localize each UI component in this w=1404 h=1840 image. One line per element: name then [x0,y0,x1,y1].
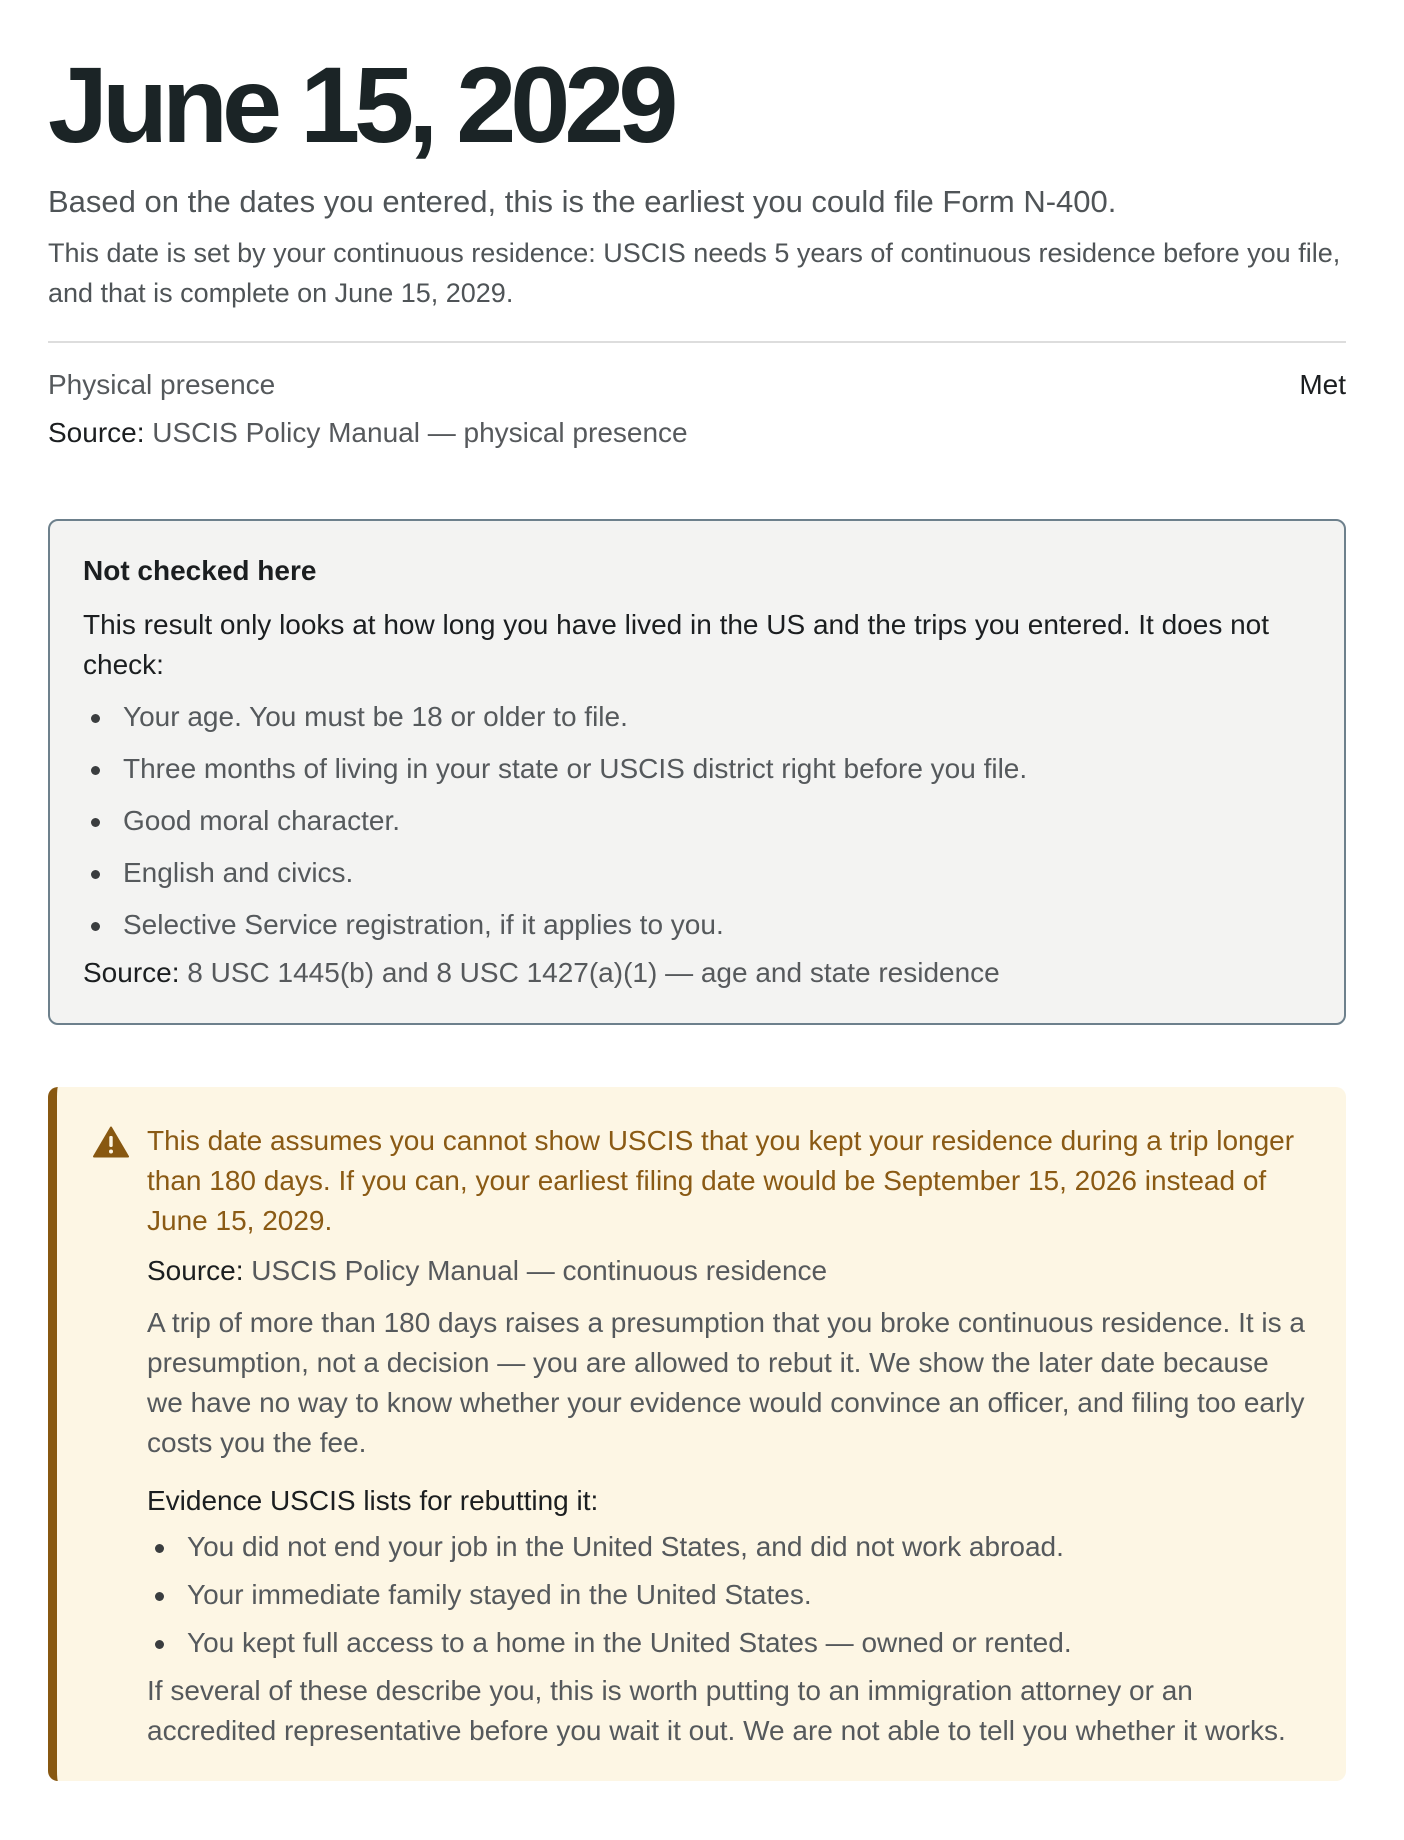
list-item: Your immediate family stayed in the United States. [147,1575,1306,1615]
result-explanation: This date is set by your continuous residence: USCIS needs 5 years of continuous residence before you file, and that is complete on June 15, 2029. [48,238,1341,308]
source-prefix: Source: [48,417,145,448]
not-checked-panel [48,519,1346,1025]
not-checked-title: Not checked here [83,555,317,586]
physical-presence-status: Met [1299,369,1346,400]
source-prefix: Source: [147,1255,244,1286]
source-prefix: Source: [83,957,180,988]
evidence-title: Evidence USCIS lists for rebutting it: [147,1485,599,1516]
source-text: USCIS Policy Manual — continuous residence [251,1255,828,1286]
not-checked-intro: This result only looks at how long you have lived in the US and the trips you entered. It does not check: [83,609,1270,680]
not-checked-source [83,953,1310,993]
list-item: Three months of living in your state or USCIS district right before you file. [83,749,1310,789]
list-item: English and civics. [83,853,1310,893]
list-item: Good moral character. [83,801,1310,841]
result-lead: Based on the dates you entered, this is the earliest you could file Form N-400. [48,184,1117,219]
warning-body [147,1121,1306,1751]
warning-explanation: A trip of more than 180 days raises a presumption that you broke continuous residence. It is a presumption, not a decision — you are allowed to rebut it. We show the later date because we have no way to know whether your evidence would convince an officer, and filing too early costs you the fee. [147,1307,1305,1458]
list-item: You kept full access to a home in the United States — owned or rented. [147,1623,1306,1663]
warning-source [147,1251,1306,1291]
list-item: You did not end your job in the United States, and did not work abroad. [147,1527,1306,1567]
warning-headline: This date assumes you cannot show USCIS that you kept your residence during a trip longer than 180 days. If you can, your earliest filing date would be September 15, 2026 instead of June 15, 2029. [147,1125,1295,1236]
source-text: USCIS Policy Manual — physical presence [152,417,688,448]
earliest-filing-date: June 15, 2029 [48,44,673,165]
physical-presence-source [48,413,1346,453]
list-item: Selective Service registration, if it applies to you. [83,905,1310,945]
source-text: 8 USC 1445(b) and 8 USC 1427(a)(1) — age and state residence [187,957,1000,988]
list-item: Your age. You must be 18 or older to file. [83,697,1310,737]
warning-closing: If several of these describe you, this is worth putting to an immigration attorney or an accredited representative before you wait it out. We are not able to tell you whether it works. [147,1675,1286,1746]
physical-presence-label: Physical presence [48,369,276,400]
evidence-list [147,1527,1306,1663]
continuous-residence-warning [48,1087,1346,1781]
physical-presence-row [48,365,1346,405]
divider [48,341,1346,343]
not-checked-list [83,697,1310,945]
warning-triangle-icon [93,1126,129,1158]
